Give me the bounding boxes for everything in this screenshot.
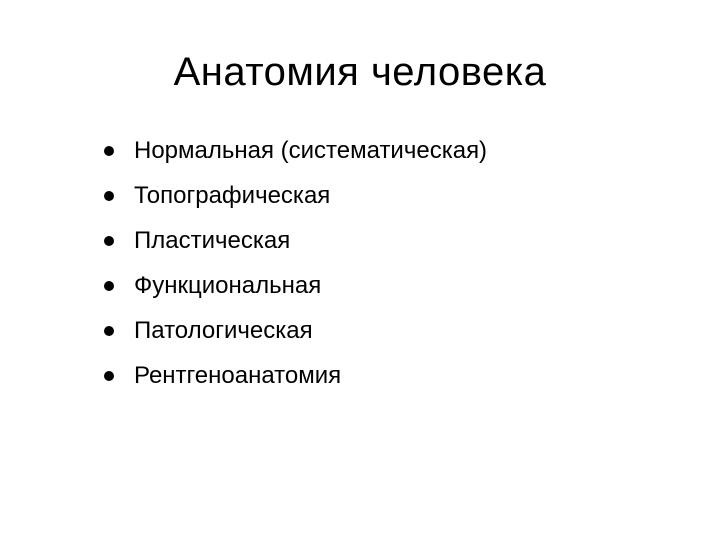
bullet-item (104, 173, 684, 218)
bullet-icon (104, 191, 114, 201)
bullet-icon (104, 236, 114, 246)
bullet-item (104, 263, 684, 308)
bullet-icon (104, 281, 114, 291)
bullet-item (104, 308, 684, 353)
bullet-item (104, 353, 684, 398)
bullet-item (104, 128, 684, 173)
bullet-text: Патологическая (134, 317, 313, 344)
bullet-icon (104, 146, 114, 156)
bullet-icon (104, 371, 114, 381)
bullet-text: Нормальная (систематическая) (134, 137, 488, 164)
bullet-text: Топографическая (134, 182, 331, 209)
bullet-item (104, 218, 684, 263)
bullet-text: Функциональная (134, 272, 322, 299)
bullet-list (104, 128, 684, 398)
bullet-icon (104, 326, 114, 336)
bullet-text: Пластическая (134, 227, 291, 254)
bullet-text: Рентгеноанатомия (134, 362, 342, 389)
slide-title: Анатомия человека (173, 50, 547, 94)
